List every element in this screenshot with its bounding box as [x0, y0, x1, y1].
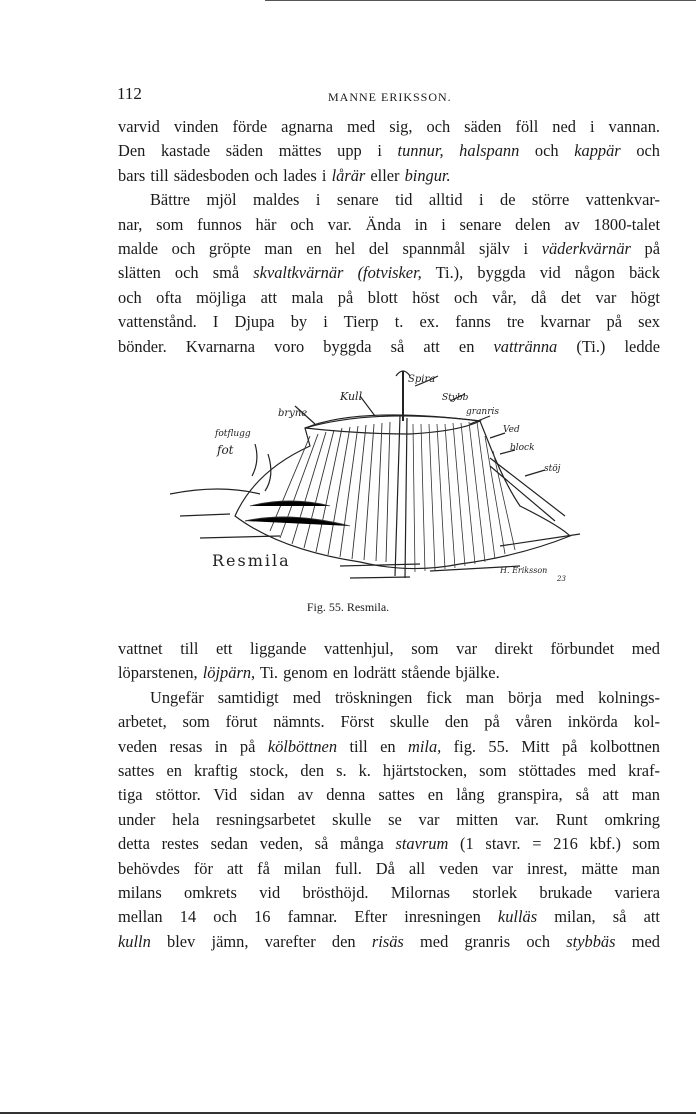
pointer-line	[360, 396, 375, 416]
text-run: varvid vinden förde agnarna med sig, och säden föll ned i vannan.	[118, 117, 660, 136]
text-run: Ti.), byggda vid någon bäck	[421, 263, 661, 283]
text-run: till en	[337, 736, 408, 756]
italic-term: väderkvärnär	[541, 238, 631, 258]
text-line	[118, 139, 660, 163]
italic-term: kulln	[118, 931, 151, 951]
italic-term: stybbäs	[566, 931, 616, 951]
text-run: detta restes sedan veden, så många	[118, 834, 396, 854]
pointer-line	[252, 444, 257, 476]
text-line	[118, 115, 660, 139]
text-line	[118, 237, 660, 261]
ground-stroke	[350, 577, 410, 578]
label-granris: granris	[466, 407, 500, 417]
text-run: under hela resningsarbetet skulle se var mitten var. Runt omkring	[118, 809, 660, 829]
bottom-rule	[0, 1112, 696, 1114]
text-line	[118, 710, 660, 734]
label-ved: Ved	[503, 425, 520, 435]
text-line	[118, 261, 660, 285]
ground-stroke	[170, 489, 260, 494]
text-run: mellan 14 och 16 famnar. Efter inresningen	[118, 907, 498, 927]
text-run: Den kastade säden mättes upp i	[118, 141, 398, 161]
text-run: med granris och	[403, 931, 567, 951]
artist-signature: H. Eriksson	[500, 566, 548, 575]
resmila-drawing	[160, 366, 590, 596]
text-run: (Ti.) ledde	[557, 336, 661, 356]
text-run: bars till sädesboden och lades i	[118, 165, 332, 185]
label-stybb: Stybb	[442, 393, 469, 403]
text-run: malde och gröpte man en hel del spannmål själv i	[118, 238, 542, 258]
italic-term: vattränna	[493, 336, 558, 356]
italic-term: tunnur, halspann	[397, 141, 520, 161]
label-stod: stöj	[544, 464, 561, 474]
label-bryne: bryne	[278, 408, 308, 419]
text-run: vattenstånd. I Djupa by i Tierp t. ex. fanns tre kvarnar på sex	[118, 312, 660, 332]
text-run: eller	[365, 165, 405, 185]
text-line	[118, 832, 660, 856]
text-line	[118, 286, 660, 310]
label-fot: fot	[217, 443, 234, 457]
text-run: milan, så att	[537, 907, 660, 927]
pointer-line	[525, 470, 545, 476]
top-rule	[265, 0, 696, 1]
text-run: milans omkrets vid brösthöjd. Milornas storlek brukade variera	[118, 882, 660, 902]
text-block-top	[118, 115, 660, 359]
text-run: och	[620, 141, 660, 161]
kiln-center-line	[395, 416, 400, 576]
artist-signature-year: 23	[557, 575, 566, 583]
running-head: MANNE ERIKSSON.	[328, 90, 452, 104]
italic-term: risäs	[371, 931, 404, 951]
italic-term: bingur.	[404, 165, 451, 185]
text-run: (1 stavr. = 216 kbf.) som	[448, 834, 660, 854]
text-line	[118, 930, 660, 954]
text-run: sattes en kraftig stock, den s. k. hjärtstocken, som stöttades med kraf-	[118, 760, 660, 780]
text-run: arbetet, som förut nämnts. Först skulle den på våren inkörda kol-	[118, 712, 660, 732]
kiln-center-line	[405, 418, 407, 578]
text-run: behövdes för att få milan full. Då all veden var inrest, mätte man	[118, 858, 660, 878]
label-fotflugg: fotflugg	[215, 429, 251, 439]
text-run: och ofta möjliga att mala på blott höst och vår, då det var högt	[118, 287, 660, 307]
text-block-bottom	[118, 637, 660, 954]
italic-term: stavrum	[395, 834, 449, 854]
label-kull: Kull	[340, 390, 363, 403]
page-number: 112	[117, 84, 142, 103]
ground-stroke	[180, 514, 230, 516]
text-line	[118, 783, 660, 807]
text-line	[118, 335, 660, 359]
label-title: Resmila	[212, 551, 291, 570]
text-line	[118, 164, 660, 188]
text-run: fig. 55. Mitt på kolbottnen	[441, 736, 660, 756]
italic-term: lårär	[331, 165, 366, 185]
text-run: nar, som funnos här och var. Ända in i senare delen av 1800-talet	[118, 214, 660, 234]
label-block: block	[510, 443, 535, 453]
text-line	[118, 310, 660, 334]
text-run: bönder. Kvarnarna voro byggda så att en	[118, 336, 494, 356]
text-line	[118, 637, 660, 661]
text-line	[118, 808, 660, 832]
text-line	[118, 905, 660, 929]
text-run: tiga stöttor. Vid sidan av denna sattes en lång granspira, så att man	[118, 785, 660, 805]
text-run: Ungefär samtidigt med tröskningen fick man börja med kolnings-	[150, 687, 660, 707]
figure-resmila	[160, 366, 590, 596]
italic-term: kölböttnen	[267, 736, 338, 756]
text-line	[118, 759, 660, 783]
text-run: slätten och små	[118, 263, 254, 283]
text-run: Bättre mjöl maldes i senare tid alltid i de större vattenkvar-	[150, 190, 660, 210]
text-run: och	[519, 141, 575, 161]
figure-caption: Fig. 55. Resmila.	[306, 600, 390, 614]
italic-term: skvaltkvärnär (fotvisker,	[253, 263, 422, 283]
text-line	[118, 881, 660, 905]
text-line	[118, 686, 660, 710]
text-run: veden resas in på	[118, 736, 268, 756]
text-line	[118, 213, 660, 237]
label-spira: Spira	[408, 374, 436, 385]
text-run: löparstenen,	[118, 663, 203, 683]
text-line	[118, 735, 660, 759]
text-run: på	[630, 238, 660, 258]
support-strut	[490, 466, 555, 521]
text-run: blev jämn, varefter den	[150, 931, 372, 951]
italic-term: löjpärn,	[202, 663, 256, 683]
text-run: vattnet till ett liggande vattenhjul, som var direkt förbundet med	[118, 639, 660, 658]
italic-term: kulläs	[497, 907, 538, 927]
text-line	[118, 188, 660, 212]
italic-term: kappär	[574, 141, 621, 161]
text-run: med	[615, 931, 660, 951]
text-line	[118, 661, 660, 685]
text-line	[118, 857, 660, 881]
italic-term: mila,	[408, 736, 442, 756]
text-run: Ti. genom en lodrätt stående bjälke.	[255, 663, 500, 683]
